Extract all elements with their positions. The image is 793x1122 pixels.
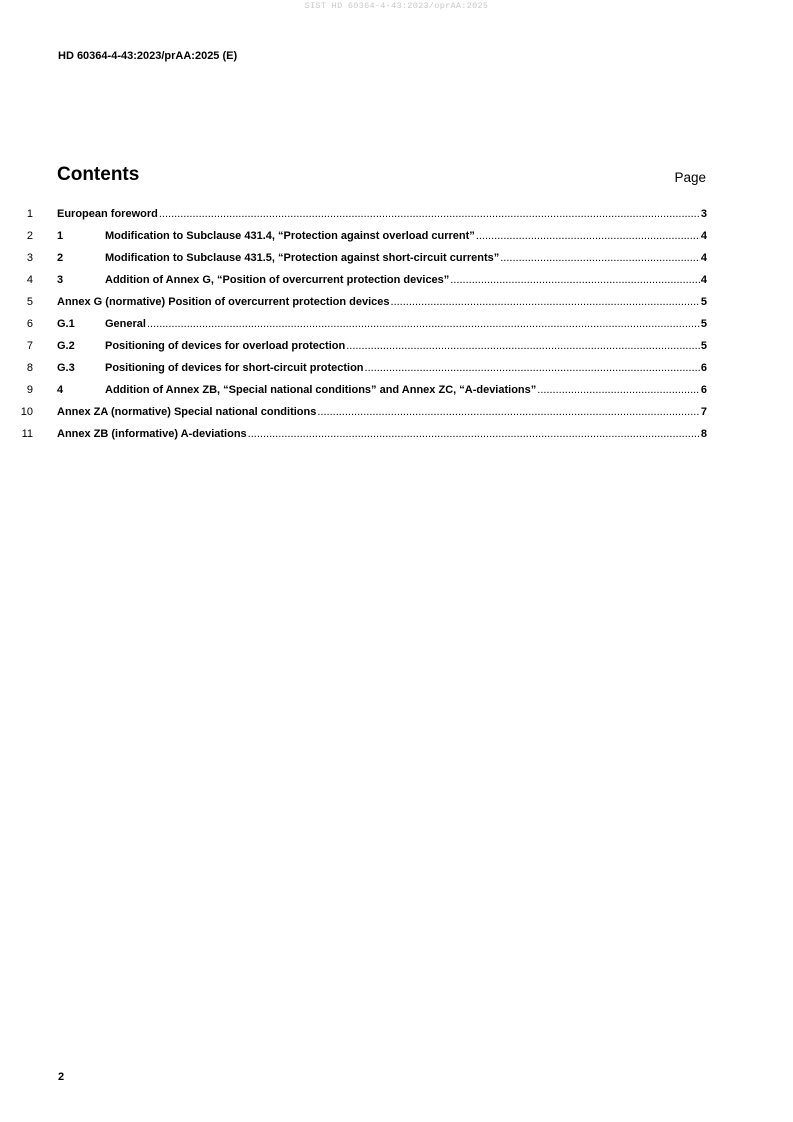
line-number: 6 [26,318,33,330]
dot-leader [317,404,700,420]
toc-entry[interactable] [57,316,707,332]
toc-entry-number: G.3 [57,362,75,374]
contents-heading: Contents [57,164,140,185]
dot-leader [147,316,700,332]
toc-entry-number: 3 [57,274,64,286]
toc-row [0,272,793,294]
toc-entry[interactable] [57,272,707,288]
toc-entry[interactable] [57,228,707,244]
toc-entry-page: 7 [700,406,707,418]
line-number: 7 [26,340,33,352]
page-column-label: Page [674,170,706,185]
dot-leader [476,228,700,244]
toc-row [0,316,793,338]
document-id: HD 60364-4-43:2023/prAA:2025 (E) [58,50,238,62]
toc-entry-title: Annex ZA (normative) Special national conditions [57,406,317,418]
toc-entry-page: 5 [700,340,707,352]
line-number: 3 [26,252,33,264]
toc-row [0,426,793,448]
toc-entry-page: 6 [700,362,707,374]
dot-leader [500,250,700,266]
page-number: 2 [58,1071,65,1083]
toc-row [0,250,793,272]
dot-leader [391,294,700,310]
line-number: 10 [20,406,33,418]
toc-row [0,228,793,250]
toc-entry-number: 1 [57,230,64,242]
dot-leader [365,360,700,376]
toc-entry[interactable] [57,338,707,354]
toc-entry-number: G.2 [57,340,75,352]
line-number: 5 [26,296,33,308]
toc-entry-title: Modification to Subclause 431.4, “Protection against overload current” [105,230,475,242]
toc-entry-title: Annex ZB (informative) A-deviations [57,428,247,440]
toc-entry[interactable] [57,404,707,420]
line-number: 11 [21,428,33,440]
toc-entry[interactable] [57,250,707,266]
toc-entry-page: 5 [700,318,707,330]
watermark: SIST HD 60364-4-43:2023/oprAA:2025 [304,1,489,11]
dot-leader [248,426,700,442]
toc-entry-title: Positioning of devices for short-circuit protection [105,362,364,374]
toc-entry-page: 5 [700,296,707,308]
toc-entry-title: Addition of Annex G, “Position of overcurrent protection devices” [105,274,450,286]
toc-entry-title: Addition of Annex ZB, “Special national conditions” and Annex ZC, “A-deviations” [105,384,537,396]
toc-entry-title: Annex G (normative) Position of overcurrent protection devices [57,296,390,308]
toc-row [0,294,793,316]
table-of-contents [0,206,793,448]
toc-row [0,338,793,360]
toc-entry-page: 3 [700,208,707,220]
toc-entry-page: 8 [700,428,707,440]
toc-entry-page: 4 [700,230,707,242]
toc-entry-page: 6 [700,384,707,396]
toc-entry[interactable] [57,294,707,310]
line-number: 2 [26,230,33,242]
line-number: 8 [26,362,33,374]
toc-entry-number: G.1 [57,318,75,330]
dot-leader [346,338,700,354]
toc-entry-title: Positioning of devices for overload protection [105,340,346,352]
line-number: 4 [26,274,33,286]
toc-entry[interactable] [57,206,707,222]
toc-entry-title: European foreword [57,208,158,220]
toc-entry[interactable] [57,360,707,376]
toc-row [0,382,793,404]
toc-row [0,206,793,228]
toc-entry-number: 4 [57,384,64,396]
toc-entry-page: 4 [700,274,707,286]
toc-entry-number: 2 [57,252,64,264]
dot-leader [159,206,700,222]
dot-leader [450,272,700,288]
toc-entry[interactable] [57,382,707,398]
toc-row [0,360,793,382]
toc-entry-page: 4 [700,252,707,264]
toc-entry-title: General [105,318,146,330]
line-number: 1 [26,208,33,220]
line-number: 9 [26,384,33,396]
toc-entry[interactable] [57,426,707,442]
toc-row [0,404,793,426]
toc-entry-title: Modification to Subclause 431.5, “Protection against short-circuit currents” [105,252,500,264]
dot-leader [537,382,700,398]
